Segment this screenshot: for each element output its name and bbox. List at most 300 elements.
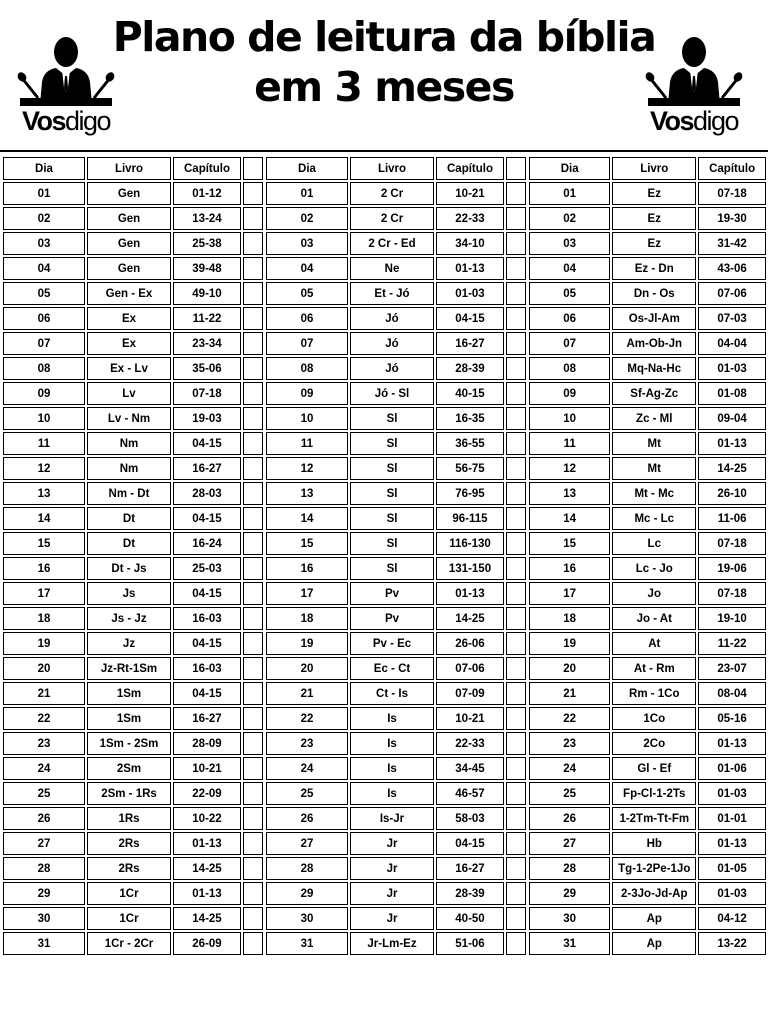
book-cell: Lv - Nm xyxy=(87,407,171,430)
table-row xyxy=(266,757,526,780)
separator-cell xyxy=(506,482,526,505)
table-row xyxy=(529,507,766,530)
book-cell: Sl xyxy=(350,432,434,455)
day-cell: 20 xyxy=(266,657,348,680)
table-row xyxy=(529,182,766,205)
chapter-cell: 13-24 xyxy=(173,207,241,230)
table-row xyxy=(3,657,263,680)
book-cell: 2-3Jo-Jd-Ap xyxy=(612,882,696,905)
day-cell: 10 xyxy=(266,407,348,430)
separator-cell xyxy=(506,407,526,430)
table-row xyxy=(3,432,263,455)
day-cell: 14 xyxy=(266,507,348,530)
table-header-row xyxy=(266,157,526,180)
separator-cell xyxy=(243,307,263,330)
table-row xyxy=(529,407,766,430)
day-cell: 25 xyxy=(266,782,348,805)
chapter-cell: 36-55 xyxy=(436,432,504,455)
chapter-cell: 11-22 xyxy=(173,307,241,330)
chapter-cell: 01-03 xyxy=(698,357,766,380)
chapter-cell: 07-18 xyxy=(698,582,766,605)
chapter-cell: 01-13 xyxy=(173,832,241,855)
separator-cell xyxy=(243,207,263,230)
table-row xyxy=(266,857,526,880)
column-header: Dia xyxy=(529,157,610,180)
table-row xyxy=(266,357,526,380)
chapter-cell: 16-27 xyxy=(436,332,504,355)
table-row xyxy=(3,182,263,205)
day-cell: 31 xyxy=(3,932,85,955)
chapter-cell: 131-150 xyxy=(436,557,504,580)
table-row xyxy=(529,857,766,880)
day-cell: 01 xyxy=(529,182,610,205)
separator-cell xyxy=(506,782,526,805)
table-row xyxy=(529,282,766,305)
day-cell: 13 xyxy=(3,482,85,505)
separator-cell xyxy=(243,257,263,280)
column-header: Livro xyxy=(612,157,696,180)
book-cell: Nm xyxy=(87,432,171,455)
separator-cell xyxy=(506,432,526,455)
vosdigo-logo xyxy=(644,32,744,140)
table-row xyxy=(529,532,766,555)
book-cell: Js xyxy=(87,582,171,605)
table-row xyxy=(3,282,263,305)
table-row xyxy=(266,682,526,705)
chapter-cell: 28-39 xyxy=(436,882,504,905)
day-cell: 17 xyxy=(529,582,610,605)
chapter-cell: 26-10 xyxy=(698,482,766,505)
book-cell: Jr xyxy=(350,857,434,880)
book-cell: Fp-Cl-1-2Ts xyxy=(612,782,696,805)
table-row xyxy=(3,582,263,605)
day-cell: 23 xyxy=(529,732,610,755)
book-cell: 1Cr xyxy=(87,882,171,905)
book-cell: Is xyxy=(350,732,434,755)
day-cell: 29 xyxy=(266,882,348,905)
table-row xyxy=(529,932,766,955)
book-cell: Is xyxy=(350,707,434,730)
chapter-cell: 01-03 xyxy=(698,782,766,805)
book-cell: Rm - 1Co xyxy=(612,682,696,705)
column-header: Capítulo xyxy=(173,157,241,180)
separator-cell xyxy=(506,507,526,530)
chapter-cell: 01-13 xyxy=(698,432,766,455)
month-table-3 xyxy=(527,155,768,957)
book-cell: Sl xyxy=(350,557,434,580)
day-cell: 18 xyxy=(529,607,610,630)
table-row xyxy=(266,882,526,905)
table-row xyxy=(3,357,263,380)
chapter-cell: 31-42 xyxy=(698,232,766,255)
book-cell: Dt - Js xyxy=(87,557,171,580)
separator-cell xyxy=(243,832,263,855)
day-cell: 01 xyxy=(266,182,348,205)
chapter-cell: 16-03 xyxy=(173,657,241,680)
table-row xyxy=(266,582,526,605)
day-cell: 31 xyxy=(266,932,348,955)
book-cell: 1Cr xyxy=(87,907,171,930)
day-cell: 08 xyxy=(266,357,348,380)
chapter-cell: 16-24 xyxy=(173,532,241,555)
table-header-row xyxy=(3,157,263,180)
chapter-cell: 01-06 xyxy=(698,757,766,780)
table-header-row xyxy=(529,157,766,180)
chapter-cell: 11-22 xyxy=(698,632,766,655)
chapter-cell: 04-15 xyxy=(436,307,504,330)
separator-cell xyxy=(243,607,263,630)
separator-cell xyxy=(506,907,526,930)
day-cell: 22 xyxy=(266,707,348,730)
separator-cell xyxy=(506,532,526,555)
separator-cell xyxy=(243,457,263,480)
table-row xyxy=(266,732,526,755)
table-row xyxy=(3,557,263,580)
speaker-at-podium-icon xyxy=(644,32,744,108)
chapter-cell: 01-03 xyxy=(698,882,766,905)
chapter-cell: 01-08 xyxy=(698,382,766,405)
day-cell: 02 xyxy=(529,207,610,230)
chapter-cell: 43-06 xyxy=(698,257,766,280)
chapter-cell: 23-34 xyxy=(173,332,241,355)
separator-cell xyxy=(506,382,526,405)
chapter-cell: 34-45 xyxy=(436,757,504,780)
separator-cell xyxy=(506,632,526,655)
separator-cell xyxy=(506,557,526,580)
book-cell: Mt - Mc xyxy=(612,482,696,505)
table-row xyxy=(3,457,263,480)
chapter-cell: 14-25 xyxy=(173,907,241,930)
chapter-cell: 96-115 xyxy=(436,507,504,530)
day-cell: 05 xyxy=(266,282,348,305)
book-cell: Ez xyxy=(612,207,696,230)
book-cell: Ct - Is xyxy=(350,682,434,705)
separator-cell xyxy=(506,257,526,280)
day-cell: 07 xyxy=(266,332,348,355)
table-row xyxy=(3,257,263,280)
separator-cell xyxy=(243,757,263,780)
separator-cell xyxy=(243,157,263,180)
book-cell: 1Cr - 2Cr xyxy=(87,932,171,955)
book-cell: Ap xyxy=(612,907,696,930)
chapter-cell: 01-13 xyxy=(436,582,504,605)
column-header: Dia xyxy=(266,157,348,180)
separator-cell xyxy=(243,857,263,880)
table-row xyxy=(3,532,263,555)
separator-cell xyxy=(506,682,526,705)
day-cell: 26 xyxy=(266,807,348,830)
chapter-cell: 16-35 xyxy=(436,407,504,430)
day-cell: 20 xyxy=(529,657,610,680)
chapter-cell: 35-06 xyxy=(173,357,241,380)
book-cell: Js - Jz xyxy=(87,607,171,630)
table-row xyxy=(3,382,263,405)
table-row xyxy=(3,732,263,755)
table-row xyxy=(3,407,263,430)
book-cell: Gen xyxy=(87,207,171,230)
day-cell: 17 xyxy=(266,582,348,605)
chapter-cell: 58-03 xyxy=(436,807,504,830)
chapter-cell: 23-07 xyxy=(698,657,766,680)
chapter-cell: 26-09 xyxy=(173,932,241,955)
separator-cell xyxy=(243,732,263,755)
table-row xyxy=(529,632,766,655)
table-row xyxy=(266,332,526,355)
book-cell: Sf-Ag-Zc xyxy=(612,382,696,405)
day-cell: 29 xyxy=(529,882,610,905)
day-cell: 23 xyxy=(266,732,348,755)
column-header: Capítulo xyxy=(436,157,504,180)
day-cell: 06 xyxy=(529,307,610,330)
day-cell: 24 xyxy=(266,757,348,780)
table-row xyxy=(529,557,766,580)
chapter-cell: 11-06 xyxy=(698,507,766,530)
day-cell: 10 xyxy=(529,407,610,430)
day-cell: 05 xyxy=(3,282,85,305)
separator-cell xyxy=(243,907,263,930)
chapter-cell: 07-18 xyxy=(698,532,766,555)
book-cell: Jz-Rt-1Sm xyxy=(87,657,171,680)
book-cell: Pv - Ec xyxy=(350,632,434,655)
book-cell: Os-Jl-Am xyxy=(612,307,696,330)
separator-cell xyxy=(243,657,263,680)
chapter-cell: 116-130 xyxy=(436,532,504,555)
day-cell: 09 xyxy=(266,382,348,405)
separator-cell xyxy=(243,507,263,530)
separator-cell xyxy=(243,382,263,405)
day-cell: 30 xyxy=(266,907,348,930)
table-row xyxy=(3,307,263,330)
separator-cell xyxy=(243,807,263,830)
day-cell: 28 xyxy=(3,857,85,880)
separator-cell xyxy=(243,282,263,305)
chapter-cell: 19-03 xyxy=(173,407,241,430)
table-row xyxy=(529,207,766,230)
separator-cell xyxy=(506,357,526,380)
table-row xyxy=(266,832,526,855)
table-row xyxy=(3,807,263,830)
day-cell: 28 xyxy=(266,857,348,880)
book-cell: 1Sm xyxy=(87,707,171,730)
book-cell: Jr-Lm-Ez xyxy=(350,932,434,955)
book-cell: Jó xyxy=(350,332,434,355)
book-cell: Ex xyxy=(87,307,171,330)
table-row xyxy=(266,557,526,580)
table-row xyxy=(529,732,766,755)
day-cell: 02 xyxy=(266,207,348,230)
book-cell: Ec - Ct xyxy=(350,657,434,680)
table-row xyxy=(529,882,766,905)
chapter-cell: 01-13 xyxy=(698,832,766,855)
day-cell: 12 xyxy=(529,457,610,480)
table-row xyxy=(529,332,766,355)
book-cell: At xyxy=(612,632,696,655)
book-cell: Am-Ob-Jn xyxy=(612,332,696,355)
chapter-cell: 16-27 xyxy=(436,857,504,880)
separator-cell xyxy=(243,932,263,955)
chapter-cell: 07-03 xyxy=(698,307,766,330)
chapter-cell: 34-10 xyxy=(436,232,504,255)
chapter-cell: 14-25 xyxy=(173,857,241,880)
separator-cell xyxy=(243,407,263,430)
book-cell: Dt xyxy=(87,532,171,555)
day-cell: 04 xyxy=(3,257,85,280)
book-cell: Jó - Sl xyxy=(350,382,434,405)
table-row xyxy=(3,757,263,780)
day-cell: 15 xyxy=(3,532,85,555)
day-cell: 06 xyxy=(266,307,348,330)
day-cell: 31 xyxy=(529,932,610,955)
separator-cell xyxy=(243,182,263,205)
table-row xyxy=(529,232,766,255)
table-row xyxy=(3,782,263,805)
table-row xyxy=(266,382,526,405)
day-cell: 27 xyxy=(266,832,348,855)
table-row xyxy=(266,432,526,455)
table-row xyxy=(266,707,526,730)
chapter-cell: 01-05 xyxy=(698,857,766,880)
separator-cell xyxy=(506,232,526,255)
day-cell: 03 xyxy=(529,232,610,255)
book-cell: At - Rm xyxy=(612,657,696,680)
table-row xyxy=(3,882,263,905)
separator-cell xyxy=(243,557,263,580)
book-cell: Mq-Na-Hc xyxy=(612,357,696,380)
day-cell: 07 xyxy=(529,332,610,355)
table-row xyxy=(266,657,526,680)
table-row xyxy=(3,707,263,730)
day-cell: 01 xyxy=(3,182,85,205)
column-header: Livro xyxy=(87,157,171,180)
separator-cell xyxy=(506,807,526,830)
day-cell: 10 xyxy=(3,407,85,430)
separator-cell xyxy=(506,857,526,880)
day-cell: 25 xyxy=(529,782,610,805)
separator-cell xyxy=(506,307,526,330)
book-cell: Jr xyxy=(350,907,434,930)
book-cell: 2 Cr xyxy=(350,207,434,230)
book-cell: Dn - Os xyxy=(612,282,696,305)
book-cell: Jó xyxy=(350,307,434,330)
separator-cell xyxy=(506,757,526,780)
day-cell: 12 xyxy=(266,457,348,480)
separator-cell xyxy=(243,582,263,605)
separator-cell xyxy=(506,282,526,305)
chapter-cell: 05-16 xyxy=(698,707,766,730)
separator-cell xyxy=(506,607,526,630)
table-row xyxy=(529,832,766,855)
book-cell: Gen xyxy=(87,232,171,255)
book-cell: 2Co xyxy=(612,732,696,755)
table-row xyxy=(3,832,263,855)
day-cell: 14 xyxy=(529,507,610,530)
day-cell: 18 xyxy=(3,607,85,630)
book-cell: Lc xyxy=(612,532,696,555)
table-row xyxy=(266,257,526,280)
day-cell: 22 xyxy=(3,707,85,730)
separator-cell xyxy=(506,657,526,680)
column-header: Dia xyxy=(3,157,85,180)
book-cell: Sl xyxy=(350,407,434,430)
table-row xyxy=(529,582,766,605)
book-cell: Is xyxy=(350,782,434,805)
table-row xyxy=(266,807,526,830)
separator-cell xyxy=(506,707,526,730)
chapter-cell: 07-09 xyxy=(436,682,504,705)
day-cell: 11 xyxy=(266,432,348,455)
table-row xyxy=(266,482,526,505)
chapter-cell: 22-33 xyxy=(436,732,504,755)
book-cell: 2Rs xyxy=(87,832,171,855)
table-row xyxy=(266,782,526,805)
book-cell: Ne xyxy=(350,257,434,280)
day-cell: 03 xyxy=(266,232,348,255)
day-cell: 22 xyxy=(529,707,610,730)
chapter-cell: 14-25 xyxy=(436,607,504,630)
table-row xyxy=(266,532,526,555)
day-cell: 09 xyxy=(529,382,610,405)
separator-cell xyxy=(243,782,263,805)
table-row xyxy=(266,607,526,630)
book-cell: Lc - Jo xyxy=(612,557,696,580)
title-line-2: em 3 meses xyxy=(254,63,514,111)
separator-cell xyxy=(506,457,526,480)
chapter-cell: 04-15 xyxy=(173,682,241,705)
table-row xyxy=(3,857,263,880)
chapter-cell: 04-15 xyxy=(436,832,504,855)
book-cell: Jz xyxy=(87,632,171,655)
day-cell: 25 xyxy=(3,782,85,805)
chapter-cell: 49-10 xyxy=(173,282,241,305)
day-cell: 23 xyxy=(3,732,85,755)
day-cell: 24 xyxy=(529,757,610,780)
table-row xyxy=(266,407,526,430)
day-cell: 19 xyxy=(529,632,610,655)
day-cell: 21 xyxy=(529,682,610,705)
book-cell: Jr xyxy=(350,832,434,855)
logo-text: Vosdigo xyxy=(21,106,111,136)
table-row xyxy=(529,757,766,780)
table-row xyxy=(529,307,766,330)
book-cell: Tg-1-2Pe-1Jo xyxy=(612,857,696,880)
book-cell: Lv xyxy=(87,382,171,405)
table-row xyxy=(529,707,766,730)
table-row xyxy=(529,907,766,930)
month-table-1 xyxy=(1,155,265,957)
chapter-cell: 25-03 xyxy=(173,557,241,580)
table-row xyxy=(529,257,766,280)
chapter-cell: 26-06 xyxy=(436,632,504,655)
table-row xyxy=(266,307,526,330)
book-cell: 1Rs xyxy=(87,807,171,830)
separator-cell xyxy=(243,232,263,255)
chapter-cell: 51-06 xyxy=(436,932,504,955)
book-cell: Mc - Lc xyxy=(612,507,696,530)
book-cell: Jo xyxy=(612,582,696,605)
day-cell: 24 xyxy=(3,757,85,780)
chapter-cell: 19-06 xyxy=(698,557,766,580)
book-cell: Ex - Lv xyxy=(87,357,171,380)
chapter-cell: 76-95 xyxy=(436,482,504,505)
separator-cell xyxy=(506,207,526,230)
table-row xyxy=(3,482,263,505)
table-row xyxy=(266,907,526,930)
book-cell: Gen xyxy=(87,182,171,205)
table-row xyxy=(266,457,526,480)
book-cell: 2Sm xyxy=(87,757,171,780)
table-row xyxy=(3,207,263,230)
chapter-cell: 07-06 xyxy=(698,282,766,305)
